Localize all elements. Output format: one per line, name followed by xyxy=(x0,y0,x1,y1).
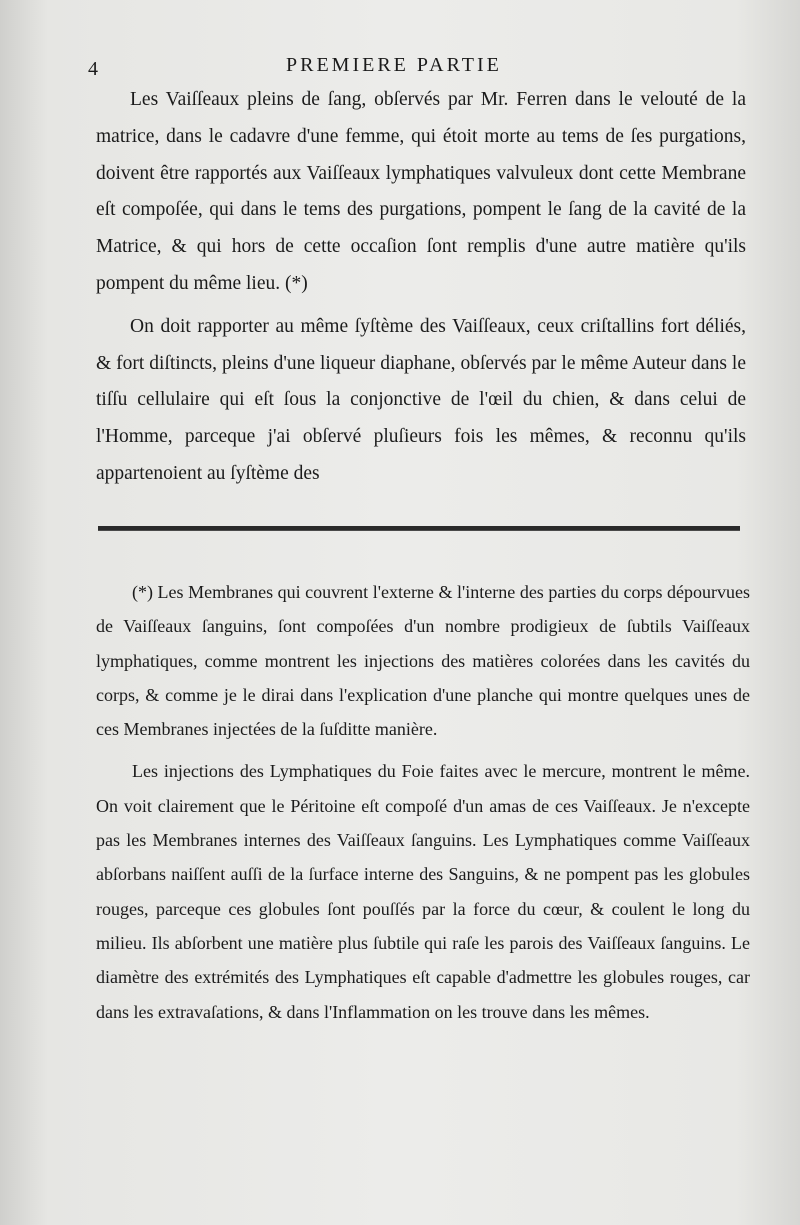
main-paragraph-2: On doit rapporter au même ſyſtème des Vaiſſeaux, ceux criſtallins fort déliés, & fort diſtincts, pleins d'une liqueur diaphane, obſervés par le même Auteur dans le tiſſu cellulaire qui eſt ſous la conjonctive de l'œil du chien, & dans celui de l'Homme, parceque j'ai obſervé pluſieurs fois les mêmes, & reconnu qu'ils appartenoient au ſyſtème des xyxy=(96,315,746,484)
page-header xyxy=(0,50,800,80)
main-text xyxy=(96,82,746,493)
running-head: PREMIERE PARTIE xyxy=(286,54,502,76)
footnote-paragraph-2: Les injections des Lymphatiques du Foie faites avec le mercure, montrent le même. On voit clairement que le Péritoine eſt compoſé d'un amas de ces Vaiſſeaux. Je n'excepte pas les Membranes internes des Vaiſſeaux ſanguins. Les Lymphatiques comme Vaiſſeaux abſorbans naiſſent auſſi de la ſurface interne des Sanguins, & ne pompent pas les globules rouges, parceque ces globules ſont pouſſés par la force du cœur, & coulent le long du milieu. Ils abſorbent une matière plus ſubtile qui raſe les parois des Vaiſſeaux ſanguins. Le diamètre des extrémités des Lymphatiques eſt capable d'admettre les globules rouges, car dans les extravaſations, & dans l'Inflammation on les trouve dans les mêmes. xyxy=(96,761,750,1022)
main-paragraph-1: Les Vaiſſeaux pleins de ſang, obſervés par Mr. Ferren dans le velouté de la matrice, dans le cadavre d'une femme, qui étoit morte au tems de ſes purgations, doivent être rapportés aux Vaiſſeaux lymphatiques valvuleux dont cette Membrane eſt compoſée, qui dans le tems des purgations, pompent le ſang de la cavité de la Matrice, & qui hors de cette occaſion ſont remplis d'une autre matière qu'ils pompent du même lieu. (*) xyxy=(96,89,746,294)
footnotes xyxy=(96,575,750,1029)
footnote-paragraph-1: (*) Les Membranes qui couvrent l'externe & l'interne des parties du corps dépourvues de Vaiſſeaux ſanguins, ſont compoſées d'un nombre prodigieux de ſubtils Vaiſſeaux lymphatiques, comme montrent les injections des matières colorées dans les cavités du corps, & comme je le dirai dans l'explication d'une planche qui montre quelques unes de ces Membranes injectées de la ſuſditte manière. xyxy=(96,582,750,740)
footnote-separator xyxy=(98,526,740,531)
page-number: 4 xyxy=(88,58,98,80)
